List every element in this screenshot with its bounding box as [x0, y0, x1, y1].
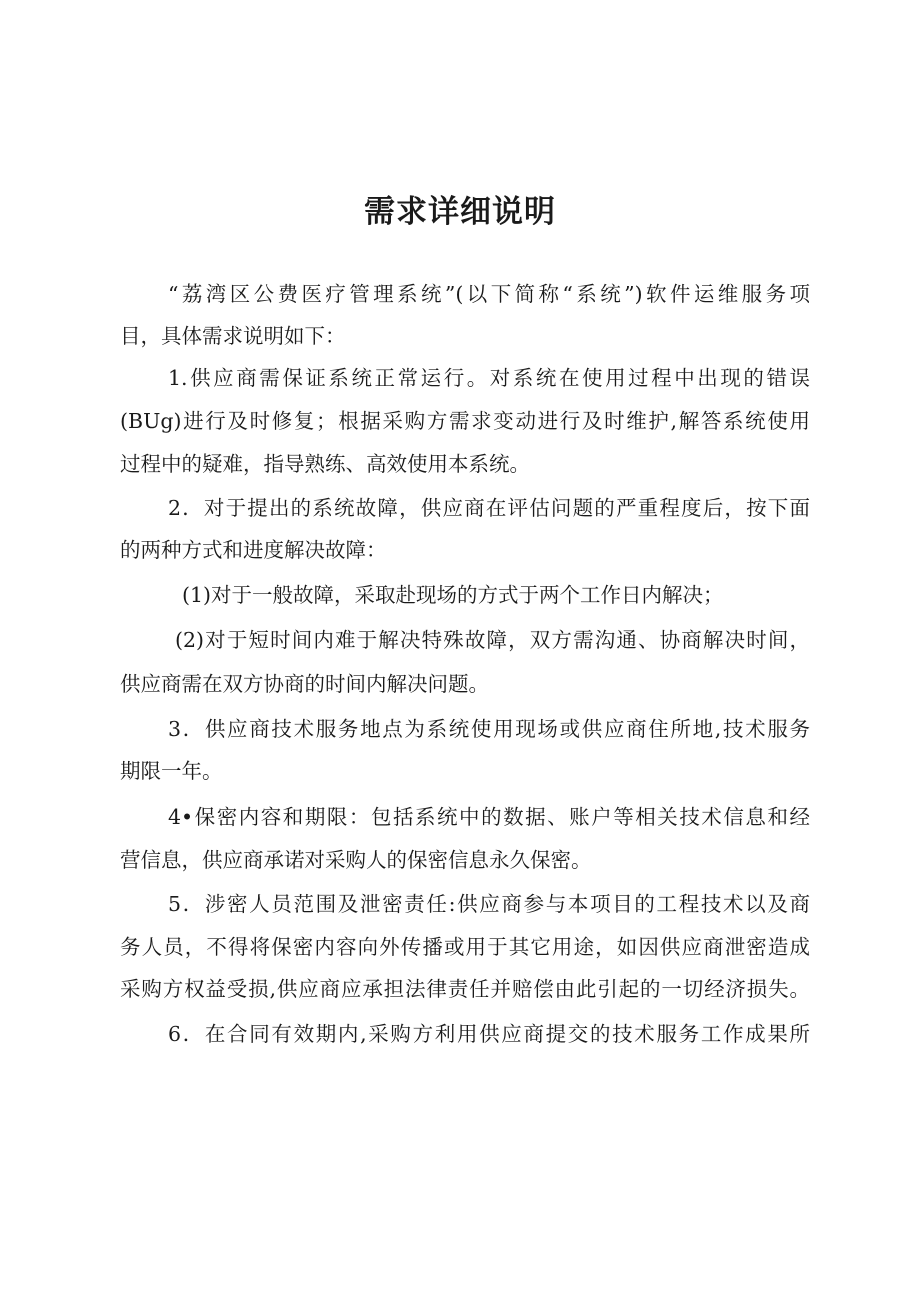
item-3-line-1: 3．供应商技术服务地点为系统使用现场或供应商住所地,技术服务 — [168, 717, 810, 741]
item-5-line-1: 5．涉密人员范围及泄密责任:供应商参与本项目的工程技术以及商 — [168, 892, 810, 916]
item-5-line-2: 务人员，不得将保密内容向外传播或用于其它用途，如因供应商泄密造成 — [120, 935, 810, 959]
document-title: 需求详细说明 — [364, 194, 556, 230]
intro-line-1: “荔湾区公费医疗管理系统”(以下简称“系统”)软件运维服务项 — [168, 282, 810, 306]
item-2-sub-1: (1)对于一般故障，采取赴现场的方式于两个工作日内解决； — [182, 583, 724, 607]
item-1-line-2: (BUg)进行及时修复；根据采购方需求变动进行及时维护,解答系统使用 — [120, 409, 810, 433]
item-5-line-3: 采购方权益受损,供应商应承担法律责任并赔偿由此引起的一切经济损失。 — [120, 977, 810, 1001]
item-2-sub-2-line-1: (2)对于短时间内难于解决特殊故障，双方需沟通、协商解决时间， — [175, 628, 810, 652]
item-1-line-3: 过程中的疑难，指导熟练、高效使用本系统。 — [120, 452, 530, 476]
item-3-line-2: 期限一年。 — [120, 759, 223, 783]
item-4-line-2: 营信息，供应商承诺对采购人的保密信息永久保密。 — [120, 848, 592, 872]
item-4-line-1: 4•保密内容和期限：包括系统中的数据、账户等相关技术信息和经 — [168, 805, 810, 829]
item-1-line-1: 1.供应商需保证系统正常运行。对系统在使用过程中出现的错误 — [168, 366, 810, 390]
item-2-sub-2-line-2: 供应商需在双方协商的时间内解决问题。 — [120, 672, 489, 696]
item-2-line-1: 2．对于提出的系统故障，供应商在评估问题的严重程度后，按下面 — [168, 496, 810, 520]
intro-line-2: 目，具体需求说明如下： — [120, 324, 346, 348]
item-6-line-1: 6．在合同有效期内,采购方利用供应商提交的技术服务工作成果所 — [168, 1022, 810, 1046]
item-2-line-2: 的两种方式和进度解决故障： — [120, 538, 387, 562]
